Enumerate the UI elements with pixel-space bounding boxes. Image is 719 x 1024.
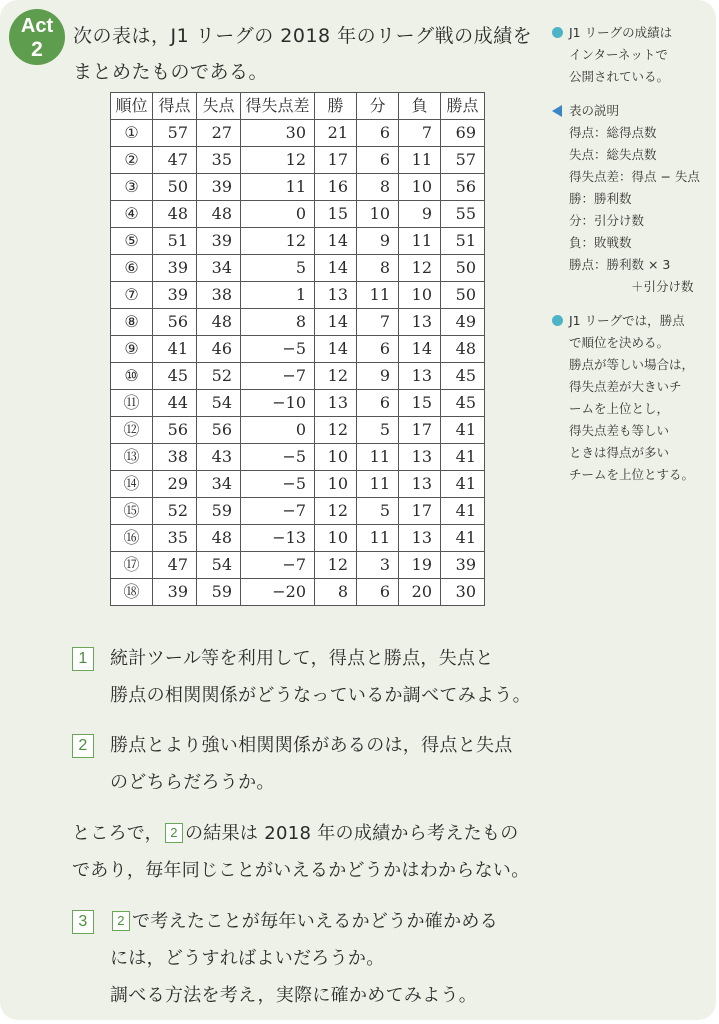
table-cell-points: 45 — [441, 363, 485, 390]
table-cell-draws: 9 — [357, 228, 399, 255]
note-line-1 — [72, 815, 530, 852]
table-cell-draws: 5 — [357, 417, 399, 444]
table-cell-points: 48 — [441, 336, 485, 363]
table-cell-goal-difference: −5 — [241, 471, 315, 498]
table-cell-draws: 6 — [357, 390, 399, 417]
table-cell-losses: 10 — [399, 282, 441, 309]
table-cell-goals-for: 47 — [153, 552, 197, 579]
note-pre: ところで， — [72, 823, 163, 844]
table-row — [111, 390, 485, 417]
act-number: 2 — [31, 38, 43, 61]
table-cell-wins: 10 — [315, 444, 357, 471]
table-cell-goals-against: 59 — [197, 498, 241, 525]
intro-line-2: まとめたものである。 — [73, 61, 269, 83]
table-cell-losses: 13 — [399, 363, 441, 390]
table-cell-draws: 7 — [357, 309, 399, 336]
table-cell-goal-difference: 12 — [241, 147, 315, 174]
table-cell-points: 41 — [441, 444, 485, 471]
intro-line-1: 次の表は，J1 リーグの 2018 年のリーグ戦の成績を — [73, 25, 533, 47]
table-cell-wins: 14 — [315, 309, 357, 336]
table-cell-goal-difference: −13 — [241, 525, 315, 552]
table-cell-goals-for: 56 — [153, 417, 197, 444]
intro-text — [73, 18, 533, 90]
table-row — [111, 336, 485, 363]
table-cell-points: 30 — [441, 579, 485, 606]
table-cell-points: 41 — [441, 525, 485, 552]
table-row — [111, 147, 485, 174]
table-cell-goal-difference: −7 — [241, 498, 315, 525]
table-row — [111, 120, 485, 147]
table-cell-losses: 14 — [399, 336, 441, 363]
table-cell-rank: ⑯ — [111, 525, 153, 552]
legend-item: 得点：総得点数 — [569, 125, 657, 140]
table-cell-rank: ⑥ — [111, 255, 153, 282]
table-cell-goals-against: 38 — [197, 282, 241, 309]
legend-title: 表の説明 — [569, 103, 620, 118]
table-cell-goals-for: 57 — [153, 120, 197, 147]
table-cell-points: 41 — [441, 471, 485, 498]
table-cell-goal-difference: 0 — [241, 417, 315, 444]
table-cell-rank: ③ — [111, 174, 153, 201]
table-row — [111, 255, 485, 282]
sidebar-line: で順位を決める。 — [569, 335, 670, 350]
table-row — [111, 444, 485, 471]
table-cell-draws: 6 — [357, 336, 399, 363]
table-cell-losses: 13 — [399, 309, 441, 336]
table-cell-rank: ⑤ — [111, 228, 153, 255]
table-cell-goals-for: 51 — [153, 228, 197, 255]
table-cell-wins: 16 — [315, 174, 357, 201]
table-cell-rank: ⑱ — [111, 579, 153, 606]
question-text — [110, 903, 498, 1014]
table-cell-goals-for: 44 — [153, 390, 197, 417]
table-cell-goal-difference: 11 — [241, 174, 315, 201]
table-cell-losses: 17 — [399, 417, 441, 444]
question-text — [110, 640, 531, 714]
legend-item: 得失点差：得点 − 失点 — [569, 169, 700, 184]
table-cell-draws: 11 — [357, 444, 399, 471]
sidebar-line: インターネットで — [569, 47, 668, 62]
sidebar-note-ranking — [552, 310, 712, 486]
table-cell-goals-against: 39 — [197, 228, 241, 255]
table-cell-losses: 9 — [399, 201, 441, 228]
table-cell-goals-against: 27 — [197, 120, 241, 147]
table-cell-wins: 12 — [315, 498, 357, 525]
table-cell-losses: 7 — [399, 120, 441, 147]
sidebar-line: 得失点差が大きいチ — [569, 379, 682, 394]
sidebar-line: J1 リーグの成績は — [569, 25, 673, 40]
table-cell-goals-against: 34 — [197, 471, 241, 498]
table-cell-points: 50 — [441, 255, 485, 282]
table-cell-goals-against: 35 — [197, 147, 241, 174]
bullet-dot-icon — [552, 27, 563, 38]
table-row — [111, 579, 485, 606]
sidebar-line: ームを上位とし， — [569, 401, 670, 416]
reference-box: 2 — [112, 911, 130, 931]
table-row — [111, 174, 485, 201]
table-cell-draws: 8 — [357, 255, 399, 282]
table-cell-draws: 3 — [357, 552, 399, 579]
table-cell-wins: 8 — [315, 579, 357, 606]
table-cell-goals-against: 39 — [197, 174, 241, 201]
table-cell-goals-against: 43 — [197, 444, 241, 471]
table-cell-rank: ⑧ — [111, 309, 153, 336]
table-cell-goals-for: 48 — [153, 201, 197, 228]
table-cell-wins: 12 — [315, 417, 357, 444]
sidebar-line: チームを上位とする。 — [569, 467, 695, 482]
table-cell-goal-difference: 30 — [241, 120, 315, 147]
question-line: 勝点とより強い相関関係があるのは，得点と失点 — [110, 735, 513, 756]
table-cell-goals-for: 39 — [153, 282, 197, 309]
sidebar-line: ときは得点が多い — [569, 445, 670, 460]
table-cell-goals-for: 56 — [153, 309, 197, 336]
table-cell-rank: ⑫ — [111, 417, 153, 444]
column-header-points: 勝点 — [441, 93, 485, 120]
table-cell-rank: ⑨ — [111, 336, 153, 363]
legend-item: 負：敗戦数 — [569, 235, 632, 250]
table-cell-goal-difference: 5 — [241, 255, 315, 282]
table-cell-draws: 6 — [357, 120, 399, 147]
table-cell-points: 55 — [441, 201, 485, 228]
table-cell-goals-against: 52 — [197, 363, 241, 390]
table-cell-losses: 13 — [399, 444, 441, 471]
table-cell-wins: 17 — [315, 147, 357, 174]
table-cell-goal-difference: −20 — [241, 579, 315, 606]
table-cell-goal-difference: −5 — [241, 336, 315, 363]
table-cell-points: 41 — [441, 417, 485, 444]
table-cell-goals-against: 54 — [197, 552, 241, 579]
table-cell-goals-against: 54 — [197, 390, 241, 417]
table-cell-wins: 14 — [315, 228, 357, 255]
table-cell-goal-difference: 12 — [241, 228, 315, 255]
table-cell-points: 45 — [441, 390, 485, 417]
table-cell-goals-for: 45 — [153, 363, 197, 390]
table-row — [111, 417, 485, 444]
table-cell-draws: 6 — [357, 147, 399, 174]
column-header-draws: 分 — [357, 93, 399, 120]
table-cell-points: 49 — [441, 309, 485, 336]
table-cell-wins: 10 — [315, 525, 357, 552]
table-cell-wins: 14 — [315, 336, 357, 363]
table-cell-goals-for: 39 — [153, 255, 197, 282]
table-cell-points: 51 — [441, 228, 485, 255]
table-header-row — [111, 93, 485, 120]
legend-item: 分：引分け数 — [569, 213, 645, 228]
legend-item: 失点：総失点数 — [569, 147, 657, 162]
table-cell-goals-against: 34 — [197, 255, 241, 282]
table-cell-losses: 13 — [399, 525, 441, 552]
table-cell-goals-for: 52 — [153, 498, 197, 525]
table-cell-rank: ⑮ — [111, 498, 153, 525]
triangle-pointer-icon — [552, 105, 562, 117]
table-cell-losses: 11 — [399, 228, 441, 255]
table-cell-wins: 12 — [315, 363, 357, 390]
question-line: には，どうすればよいだろうか。 — [110, 948, 385, 969]
table-cell-draws: 11 — [357, 525, 399, 552]
table-cell-wins: 21 — [315, 120, 357, 147]
table-cell-draws: 11 — [357, 471, 399, 498]
table-body — [111, 120, 485, 606]
transition-note — [72, 815, 530, 889]
table-cell-wins: 14 — [315, 255, 357, 282]
legend-item-continued: ＋引分け数 — [631, 279, 694, 294]
sidebar-line: J1 リーグでは，勝点 — [569, 313, 685, 328]
table-cell-wins: 13 — [315, 390, 357, 417]
table-row — [111, 201, 485, 228]
table-cell-goals-for: 47 — [153, 147, 197, 174]
question-line: 調べる方法を考え，実際に確かめてみよう。 — [110, 985, 478, 1006]
table-cell-goals-against: 59 — [197, 579, 241, 606]
table-cell-goal-difference: 8 — [241, 309, 315, 336]
sidebar-legend — [552, 100, 712, 298]
table-cell-rank: ⑰ — [111, 552, 153, 579]
table-row — [111, 498, 485, 525]
table-cell-goals-against: 46 — [197, 336, 241, 363]
table-cell-losses: 10 — [399, 174, 441, 201]
table-cell-points: 57 — [441, 147, 485, 174]
table-cell-rank: ② — [111, 147, 153, 174]
table-cell-losses: 15 — [399, 390, 441, 417]
table-cell-losses: 11 — [399, 147, 441, 174]
table-row — [111, 525, 485, 552]
table-cell-draws: 10 — [357, 201, 399, 228]
table-cell-points: 41 — [441, 498, 485, 525]
table-cell-draws: 11 — [357, 282, 399, 309]
table-cell-wins: 12 — [315, 552, 357, 579]
table-cell-losses: 19 — [399, 552, 441, 579]
table-cell-points: 56 — [441, 174, 485, 201]
table-cell-goals-for: 35 — [153, 525, 197, 552]
table-cell-goal-difference: −10 — [241, 390, 315, 417]
table-cell-goal-difference: 0 — [241, 201, 315, 228]
table-cell-goal-difference: −5 — [241, 444, 315, 471]
table-cell-draws: 9 — [357, 363, 399, 390]
table-cell-goals-for: 38 — [153, 444, 197, 471]
table-cell-goals-for: 41 — [153, 336, 197, 363]
question-line: 勝点の相関関係がどうなっているか調べてみよう。 — [110, 685, 531, 706]
table-cell-losses: 12 — [399, 255, 441, 282]
column-header-losses: 負 — [399, 93, 441, 120]
table-cell-draws: 6 — [357, 579, 399, 606]
act-badge — [9, 9, 65, 65]
table-cell-wins: 13 — [315, 282, 357, 309]
question-number-box: 1 — [72, 647, 94, 671]
table-cell-goal-difference: −7 — [241, 363, 315, 390]
column-header-goal-difference: 得失点差 — [241, 93, 315, 120]
table-row — [111, 228, 485, 255]
table-cell-rank: ⑬ — [111, 444, 153, 471]
table-cell-goals-for: 50 — [153, 174, 197, 201]
table-row — [111, 309, 485, 336]
legend-item: 勝：勝利数 — [569, 191, 632, 206]
sidebar-line: 勝点が等しい場合は， — [569, 357, 695, 372]
question-line: のどちらだろうか。 — [110, 772, 275, 793]
table-cell-goals-for: 39 — [153, 579, 197, 606]
table-cell-rank: ⑩ — [111, 363, 153, 390]
table-cell-rank: ⑪ — [111, 390, 153, 417]
table-cell-wins: 15 — [315, 201, 357, 228]
table-cell-goals-for: 29 — [153, 471, 197, 498]
question-line: 統計ツール等を利用して，得点と勝点，失点と — [110, 648, 494, 669]
bullet-dot-icon — [552, 315, 563, 326]
table-cell-goal-difference: −7 — [241, 552, 315, 579]
note-line-2: であり，毎年同じことがいえるかどうかはわからない。 — [72, 860, 530, 881]
table-cell-points: 69 — [441, 120, 485, 147]
table-cell-rank: ① — [111, 120, 153, 147]
table-cell-rank: ④ — [111, 201, 153, 228]
sidebar-line: 得失点差も等しい — [569, 423, 670, 438]
question-line-post: で考えたことが毎年いえるかどうか確かめる — [132, 911, 498, 932]
column-header-goals-for: 得点 — [153, 93, 197, 120]
act-label: Act — [20, 15, 54, 37]
reference-box: 2 — [165, 823, 183, 843]
legend-item: 勝点：勝利数 × 3 — [569, 257, 671, 272]
league-stats-table — [110, 92, 485, 606]
table-cell-goals-against: 56 — [197, 417, 241, 444]
table-row — [111, 282, 485, 309]
table-cell-draws: 5 — [357, 498, 399, 525]
question-text — [110, 727, 513, 801]
column-header-wins: 勝 — [315, 93, 357, 120]
table-cell-rank: ⑦ — [111, 282, 153, 309]
table-cell-wins: 10 — [315, 471, 357, 498]
table-row — [111, 552, 485, 579]
column-header-goals-against: 失点 — [197, 93, 241, 120]
column-header-rank: 順位 — [111, 93, 153, 120]
table-cell-losses: 13 — [399, 471, 441, 498]
table-row — [111, 471, 485, 498]
question-line — [110, 903, 498, 940]
table-row — [111, 363, 485, 390]
note-post: の結果は 2018 年の成績から考えたもの — [184, 823, 519, 844]
sidebar-notes — [552, 22, 712, 498]
table-cell-goals-against: 48 — [197, 525, 241, 552]
sidebar-note-source — [552, 22, 712, 88]
table-cell-goal-difference: 1 — [241, 282, 315, 309]
table-cell-points: 50 — [441, 282, 485, 309]
question-number-box: 2 — [72, 734, 94, 758]
table-cell-draws: 8 — [357, 174, 399, 201]
sidebar-line: 公開されている。 — [569, 69, 670, 84]
table-cell-rank: ⑭ — [111, 471, 153, 498]
table-cell-losses: 17 — [399, 498, 441, 525]
table-header — [111, 93, 485, 120]
table-cell-goals-against: 48 — [197, 201, 241, 228]
table-cell-losses: 20 — [399, 579, 441, 606]
table-cell-points: 39 — [441, 552, 485, 579]
question-number-box: 3 — [72, 910, 94, 934]
table-cell-goals-against: 48 — [197, 309, 241, 336]
